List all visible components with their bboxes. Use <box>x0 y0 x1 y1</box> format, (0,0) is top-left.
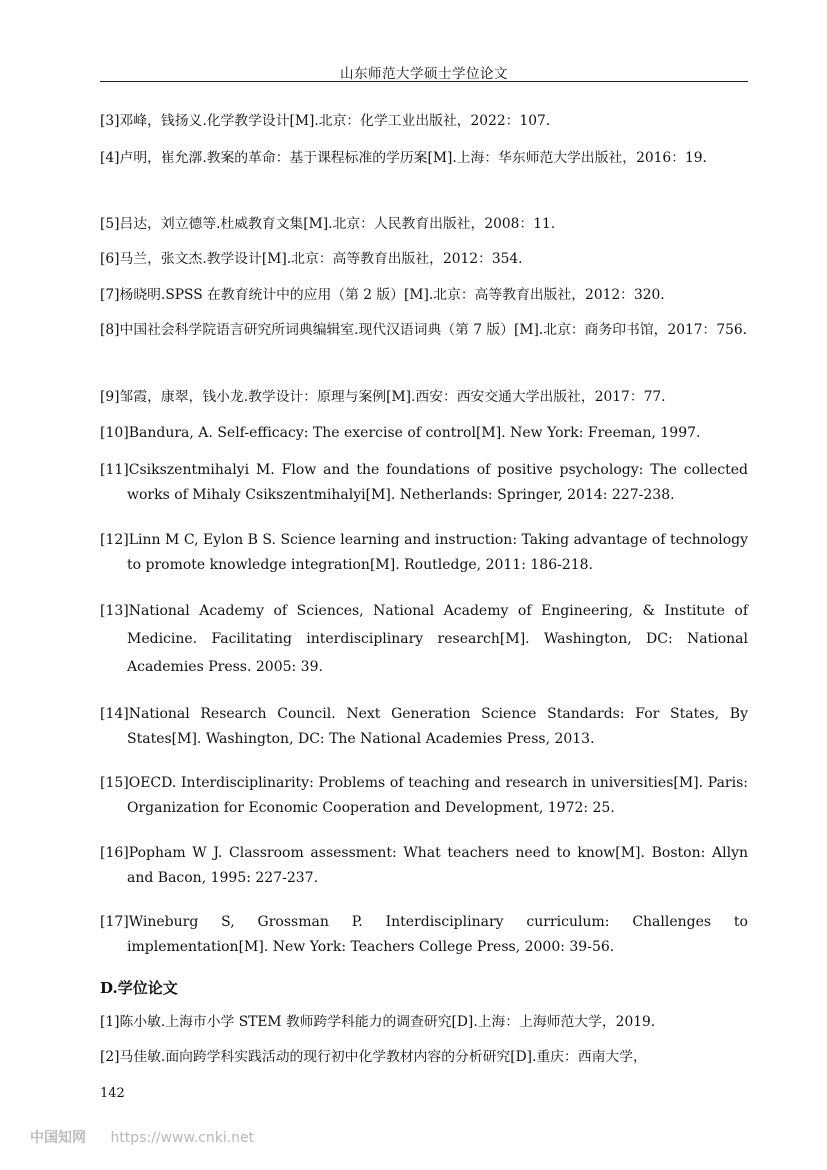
reference-7: [7]杨晓明.SPSS 在教育统计中的应用（第 2 版）[M].北京：高等教育出版社，2012：320. <box>100 287 665 303</box>
thesis-reference-1: [1]陈小敏.上海市小学 STEM 教师跨学科能力的调查研究[D].上海：上海师范大学，2019. <box>100 1014 656 1030</box>
thesis-reference-2: [2]马佳敏.面向跨学科实践活动的现行初中化学教材内容的分析研究[D].重庆：西南大学， <box>100 1049 647 1065</box>
header-rule <box>100 81 748 82</box>
reference-8: [8]中国社会科学院语言研究所词典编辑室.现代汉语词典（第 7 版）[M].北京：商务印书馆，2017：756. <box>100 322 748 338</box>
reference-16: [16]Popham W J. Classroom assessment: What teachers need to know[M]. Boston: Allyn and Bacon, 1995: 227-237. <box>100 845 748 886</box>
reference-10: [10]Bandura, A. Self-efficacy: The exercise of control[M]. New York: Freeman, 1997. <box>100 425 701 441</box>
section-heading: D.学位论文 <box>100 979 178 997</box>
reference-15: [15]OECD. Interdisciplinarity: Problems of teaching and research in universities[M]. Paris: Organization for Economic Cooperation and Development, 1972: 25. <box>100 775 748 816</box>
watermark <box>30 1127 254 1147</box>
reference-14: [14]National Research Council. Next Generation Science Standards: For States, By States[M]. Washington, DC: The National Academies Press, 2013. <box>100 706 748 747</box>
reference-11: [11]Csikszentmihalyi M. Flow and the foundations of positive psychology: The collected works of Mihaly Csikszentmihalyi[M]. Netherlands: Springer, 2014: 227-238. <box>100 462 748 503</box>
reference-4: [4]卢明，崔允漷.教案的革命：基于课程标准的学历案[M].上海：华东师范大学出版社，2016：19. <box>100 150 707 166</box>
reference-17: [17]Wineburg S, Grossman P. Interdisciplinary curriculum: Challenges to implementation[M]. New York: Teachers College Press, 2000: 39-56. <box>100 914 748 955</box>
running-header: 山东师范大学硕士学位论文 <box>340 66 508 82</box>
reference-9: [9]邹霞，康翠，钱小龙.教学设计：原理与案例[M].西安：西安交通大学出版社，2017：77. <box>100 389 666 405</box>
watermark-url: https://www.cnki.net <box>110 1130 255 1146</box>
reference-13: [13]National Academy of Sciences, National Academy of Engineering, & Institute of Medicine. Facilitating interdisciplinary research[M]. Washington, DC: National Academies Press. 2005: 39. <box>100 603 748 675</box>
page-number: 142 <box>100 1086 125 1101</box>
reference-6: [6]马兰，张文杰.教学设计[M].北京：高等教育出版社，2012：354. <box>100 251 523 267</box>
reference-12: [12]Linn M C, Eylon B S. Science learning and instruction: Taking advantage of technology to promote knowledge integration[M]. Routledge, 2011: 186-218. <box>100 532 748 573</box>
watermark-logo: 中国知网 <box>30 1130 86 1146</box>
reference-5: [5]吕达，刘立德等.杜威教育文集[M].北京：人民教育出版社，2008：11. <box>100 216 556 232</box>
reference-3: [3]邓峰，钱扬义.化学教学设计[M].北京：化学工业出版社，2022：107. <box>100 113 551 129</box>
